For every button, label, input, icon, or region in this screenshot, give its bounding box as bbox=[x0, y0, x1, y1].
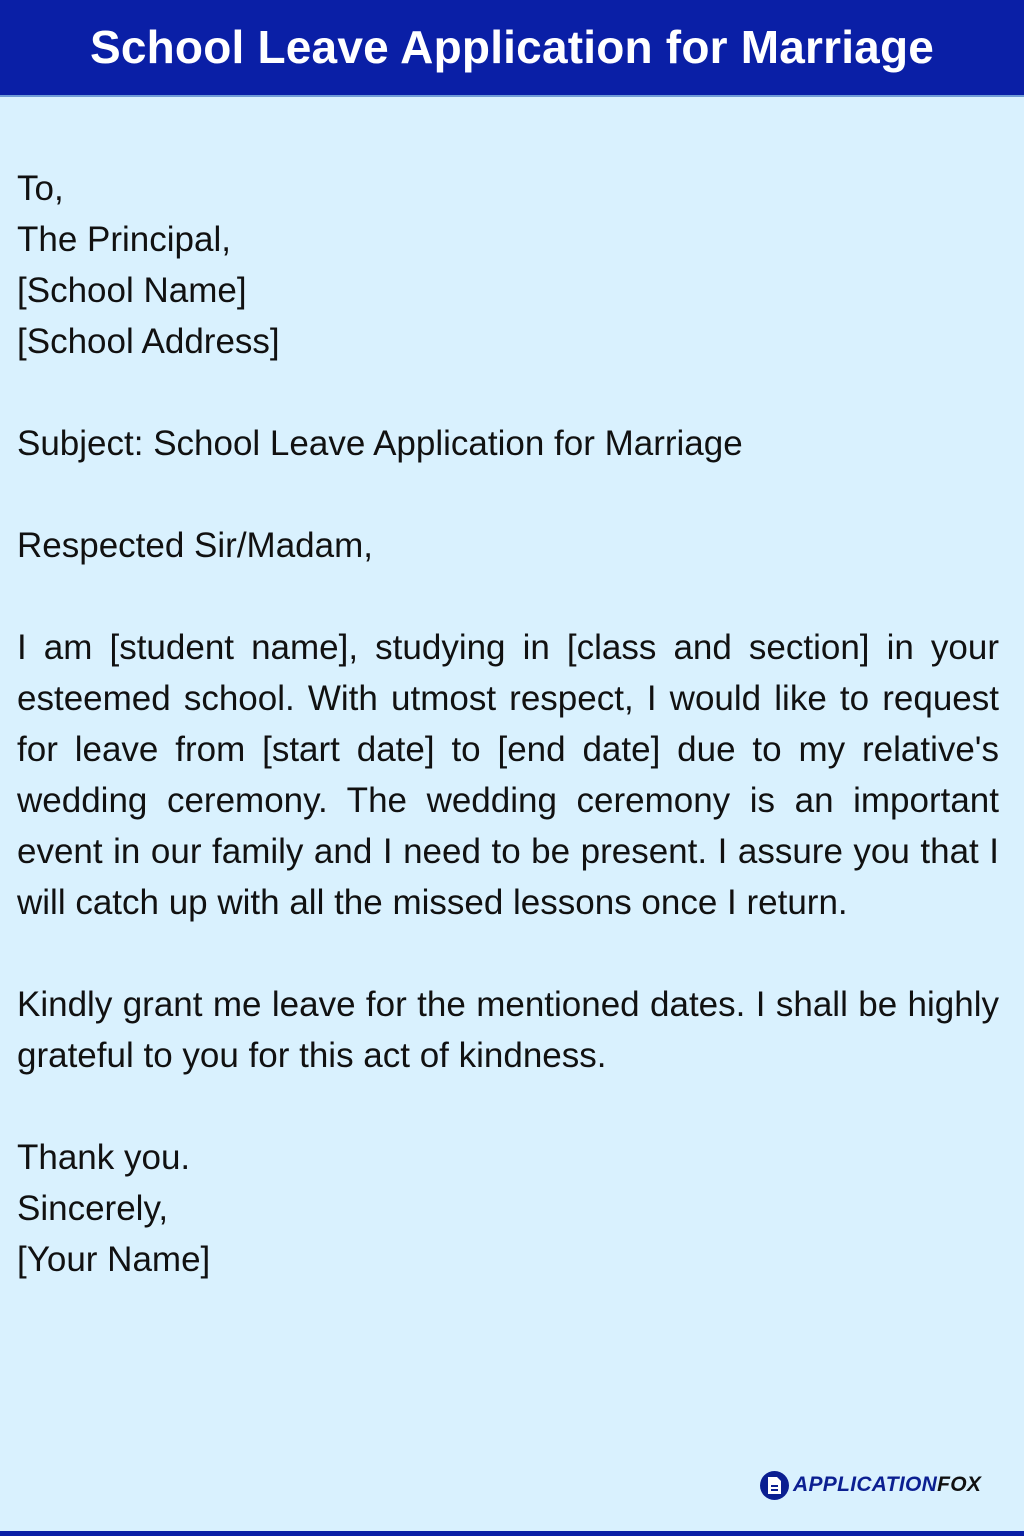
address-line-recipient: The Principal, bbox=[17, 220, 231, 259]
logo-text-application: APPLICATION bbox=[793, 1473, 938, 1496]
logo-text-fox: FOX bbox=[937, 1473, 982, 1496]
closing-sincerely: Sincerely, bbox=[17, 1189, 169, 1228]
body-paragraph-request: I am [student name], studying in [class and section] in your esteemed school. With utmost respect, I would like to request for leave from [start date] to [end date] due to my relative's wedding ceremony. The wedding ceremony is an important event in our family and I need to be present. I assure you that I will catch up with all the missed lessons once I return. bbox=[17, 628, 999, 922]
address-line-to: To, bbox=[17, 169, 64, 208]
closing-block bbox=[17, 1132, 999, 1285]
closing-thanks: Thank you. bbox=[17, 1138, 191, 1177]
bottom-border bbox=[0, 1531, 1024, 1536]
signature-name: [Your Name] bbox=[17, 1240, 211, 1279]
salutation: Respected Sir/Madam, bbox=[17, 526, 373, 565]
document-icon bbox=[760, 1471, 789, 1500]
header-banner bbox=[0, 0, 1024, 97]
page-title: School Leave Application for Marriage bbox=[89, 20, 935, 73]
letter-body bbox=[17, 163, 999, 1285]
applicationfox-logo bbox=[760, 1470, 981, 1500]
subject-line: Subject: School Leave Application for Marriage bbox=[17, 424, 743, 463]
address-line-school-address: [School Address] bbox=[17, 322, 280, 361]
address-block bbox=[17, 163, 999, 367]
body-paragraph-closing-request: Kindly grant me leave for the mentioned dates. I shall be highly grateful to you for this act of kindness. bbox=[17, 985, 999, 1075]
address-line-school-name: [School Name] bbox=[17, 271, 247, 310]
logo-wordmark bbox=[793, 1473, 981, 1497]
